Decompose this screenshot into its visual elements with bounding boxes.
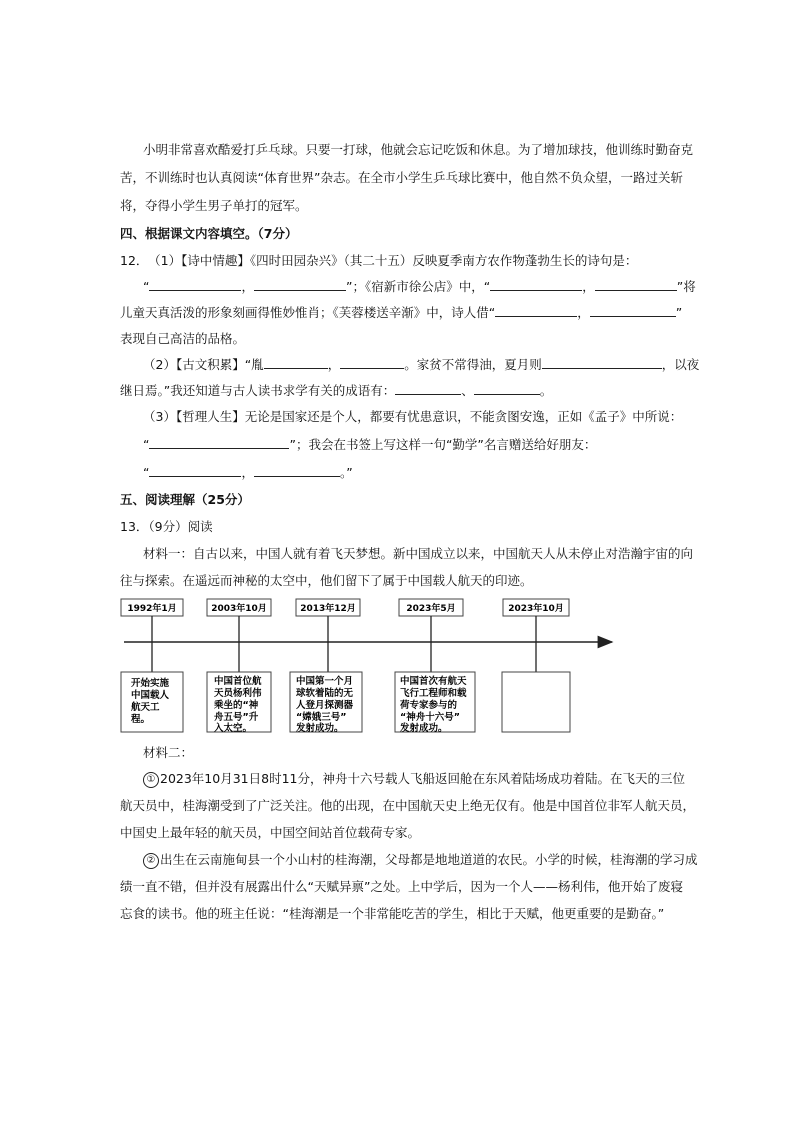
svg-text:飞行工程师和载: 飞行工程师和载	[400, 688, 467, 699]
para-number: ①	[143, 772, 159, 788]
q12-part3-line-3: “ ， 。”	[143, 465, 353, 480]
q12-line-4: 表现自己高洁的品格。	[120, 331, 246, 346]
timeline-date: 1992年1月	[127, 604, 177, 614]
q12-part2-line-1: （2）【古文积累】“胤 ， 。家贫不常得油，夏月则 ，以夜	[143, 357, 700, 372]
svg-text:中国首次有航天: 中国首次有航天	[400, 676, 467, 687]
answer-blank[interactable]	[490, 278, 582, 291]
q12-line-1: 12． （1）【诗中情趣】《四时田园杂兴》（其二十五）反映夏季南方农作物蓬勃生长的诗句是：	[120, 253, 638, 268]
q12-part3-line-1: （3）【哲理人生】无论是国家还是个人，都要有忧患意识，不能贪图安逸，正如《孟子》中所说：	[143, 409, 683, 424]
q13-title: 13．（9分）阅读	[120, 519, 213, 534]
svg-text:天员杨利伟: 天员杨利伟	[214, 688, 262, 699]
material-2-para-1-line-1: ① 2023年10月31日8时11分，神舟十六号载人飞船返回舱在东风着陆场成功着陆。在飞天的三位	[143, 770, 685, 788]
timeline-event-card	[121, 672, 183, 732]
answer-blank[interactable]	[149, 436, 289, 449]
svg-text:乘坐的“神: 乘坐的“神	[214, 700, 259, 711]
timeline-date-box	[399, 599, 463, 616]
material-2-para-2-line-1: ② 出生在云南施甸县一个小山村的桂海潮，父母都是地地道道的农民。小学的时候，桂海潮的学习成	[143, 851, 698, 869]
q12-line-3: 儿童天真活泼的形象刻画得惟妙惟肖；《芙蓉楼送辛渐》中，诗人借“ ， ”	[120, 305, 683, 320]
svg-text:“嫦娥三号”: “嫦娥三号”	[296, 712, 347, 723]
svg-text:荷专家参与的: 荷专家参与的	[400, 700, 458, 711]
material-2-para-2-line-3: 忘食的读书。他的班主任说：“桂海潮是一个非常能吃苦的学生，相比于天赋，他更重要的是勤奋。”	[120, 906, 665, 921]
answer-blank[interactable]	[474, 382, 540, 395]
timeline-date-box	[207, 599, 271, 616]
svg-text:人登月探测器: 人登月探测器	[296, 700, 354, 711]
answer-blank[interactable]	[254, 464, 340, 477]
q12-part3-line-2: “ ”；我会在书签上写这样一句“勤学”名言赠送给好朋友：	[143, 437, 597, 452]
q12-part2-line-2: 继日焉。”我还知道与古人读书求学有关的成语有： 、 。	[120, 383, 553, 398]
timeline-diagram	[0, 590, 794, 740]
timeline-date: 2013年12月	[300, 604, 356, 614]
svg-text:球软着陆的无: 球软着陆的无	[296, 688, 354, 699]
q12-number: 12．	[120, 253, 149, 268]
timeline-empty-card[interactable]	[502, 672, 570, 732]
svg-text:航天工: 航天工	[131, 702, 160, 713]
timeline-date: 2023年10月	[508, 604, 564, 614]
material-2-para-1-line-2: 航天员中，桂海潮受到了广泛关注。他的出现，在中国航天史上绝无仅有。他是中国首位非军人航天员，	[120, 798, 696, 813]
answer-blank[interactable]	[340, 356, 404, 369]
answer-blank[interactable]	[542, 356, 662, 369]
timeline-date-box	[503, 599, 569, 616]
timeline-date-box	[121, 599, 183, 616]
answer-blank[interactable]	[595, 278, 677, 291]
section-5-heading: 五、阅读理解（25分）	[120, 492, 250, 507]
passage-line-3: 将，夺得小学生男子单打的冠军。	[120, 198, 308, 213]
answer-blank[interactable]	[149, 278, 241, 291]
svg-text:开始实施: 开始实施	[131, 678, 170, 689]
timeline-event-card	[207, 672, 271, 734]
answer-blank[interactable]	[264, 356, 328, 369]
svg-text:舟五号”升: 舟五号”升	[214, 712, 259, 723]
svg-text:发射成功。: 发射成功。	[400, 723, 448, 734]
answer-blank[interactable]	[395, 382, 461, 395]
svg-text:中国第一个月: 中国第一个月	[296, 676, 354, 687]
section-4-heading: 四、根据课文内容填空。（7分）	[120, 226, 298, 241]
svg-text:发射成功。: 发射成功。	[296, 723, 344, 734]
timeline-date: 2023年5月	[406, 604, 456, 614]
passage-line-2: 苦，不训练时也认真阅读“体育世界”杂志。在全市小学生乒乓球比赛中，他自然不负众望，一路过关斩	[120, 170, 683, 185]
svg-text:程。: 程。	[131, 714, 151, 725]
answer-blank[interactable]	[590, 304, 676, 317]
timeline-date: 2003年10月	[211, 604, 267, 614]
para-number: ②	[143, 853, 159, 869]
material-2-para-1-line-3: 中国史上最年轻的航天员，中国空间站首位载荷专家。	[120, 825, 421, 840]
material-1-line-2: 往与探索。在遥远而神秘的太空中，他们留下了属于中国载人航天的印迹。	[120, 573, 533, 588]
answer-blank[interactable]	[149, 464, 241, 477]
timeline-event-card	[395, 672, 475, 734]
material-2-para-2-line-2: 绩一直不错，但并没有展露出什么“天赋异禀”之处。上中学后，因为一个人——杨利伟，他开始了废寝	[120, 879, 683, 894]
svg-text:中国载人: 中国载人	[131, 690, 170, 701]
answer-blank[interactable]	[495, 304, 577, 317]
material-1-line-1: 材料一：自古以来，中国人就有着飞天梦想。新中国成立以来，中国航天人从未停止对浩瀚宇宙的向	[143, 546, 694, 561]
q12-line-2: “ ， ”；《宿新市徐公店》中，“ ， ”将	[143, 279, 696, 294]
answer-blank[interactable]	[254, 278, 346, 291]
svg-text:“神舟十六号”: “神舟十六号”	[400, 712, 460, 723]
timeline-event-card	[290, 672, 362, 734]
timeline-date-box	[296, 599, 360, 616]
svg-text:中国首位航: 中国首位航	[214, 676, 262, 687]
svg-text:入太空。: 入太空。	[214, 723, 253, 734]
passage-line-1: 小明非常喜欢酷爱打乒乓球。只要一打球，他就会忘记吃饭和休息。为了增加球技，他训练时勤奋克	[143, 142, 694, 157]
material-2-label: 材料二：	[143, 745, 194, 760]
